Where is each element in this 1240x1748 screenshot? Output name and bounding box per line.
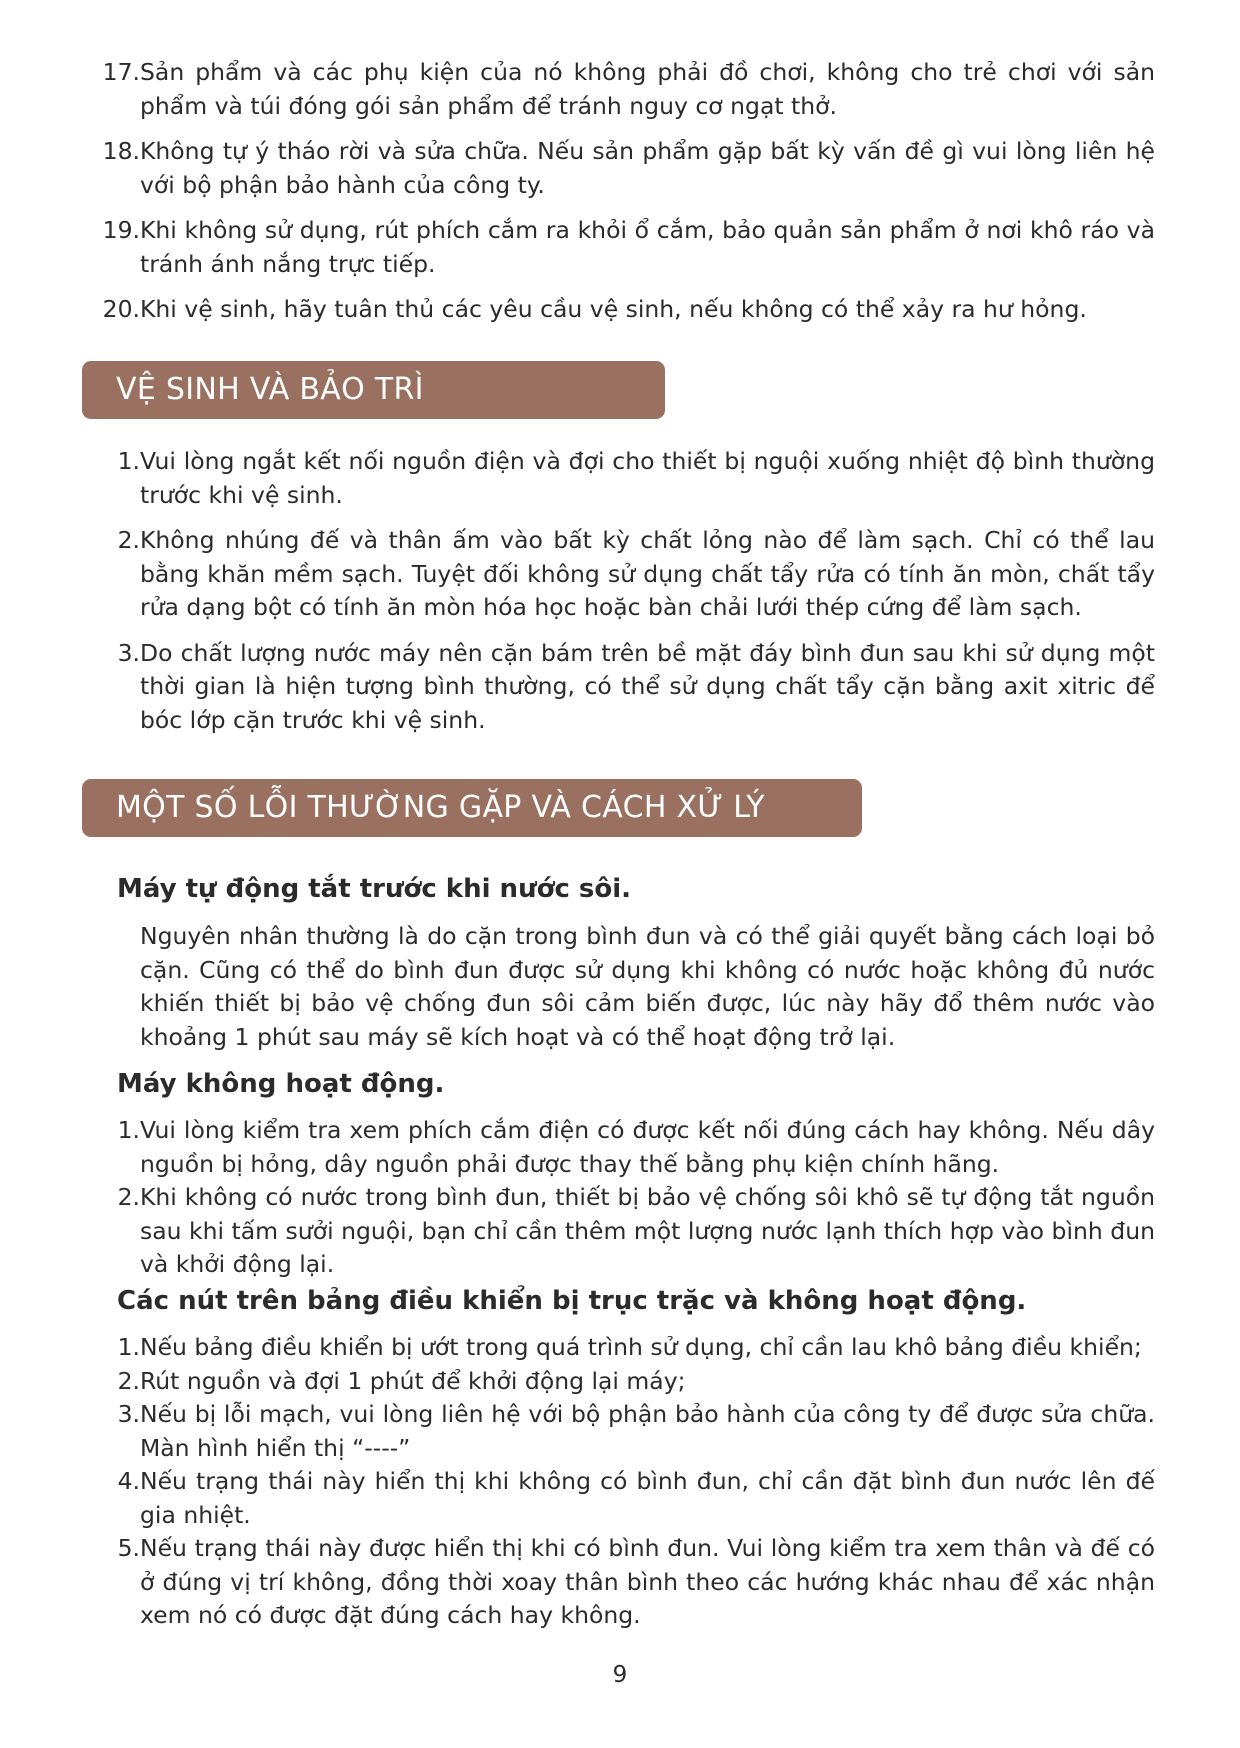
item-number: 18. [102, 137, 140, 165]
item-number: 2. [117, 526, 140, 554]
list-item [0, 637, 1240, 738]
list-item [0, 293, 1240, 327]
safety-list-continued [0, 56, 1240, 339]
item-text: Do chất lượng nước máy nên cặn bám trên bề mặt đáy bình đun sau khi sử dụng một thời gian là hiện tượng bình thường, có thể sử dụng chất tẩy cặn bằng axit xitric để bóc lớp cặn trước khi vệ sinh. [140, 638, 1155, 734]
list-item [0, 1465, 1240, 1532]
item-number: 1. [117, 447, 140, 475]
page-number: 9 [612, 1662, 628, 1688]
item-number: 1. [117, 1116, 140, 1144]
list-item [0, 1181, 1240, 1282]
item-text: Không nhúng đế và thân ấm vào bất kỳ chất lỏng nào để làm sạch. Chỉ có thể lau bằng khăn mềm sạch. Tuyệt đối không sử dụng chất tẩy rửa có tính ăn mòn, chất tẩy rửa dạng bột có tính ăn mòn hóa học hoặc bàn chải lưới thép cứng để làm sạch. [140, 526, 1155, 621]
list-item [0, 1532, 1240, 1633]
buttons-list [0, 1331, 1240, 1633]
not-working-list [0, 1114, 1240, 1282]
item-text: Nếu trạng thái này hiển thị khi không có bình đun, chỉ cần đặt bình đun nước lên đế gia nhiệt. [140, 1467, 1155, 1529]
list-item [0, 1114, 1240, 1181]
item-number: 3. [117, 638, 140, 667]
auto-off-paragraph: Nguyên nhân thường là do cặn trong bình đun và có thể giải quyết bằng cách loại bỏ cặn. Cũng có thể do bình đun được sử dụng khi không có nước hoặc không đủ nước khiến thiết bị bảo vệ chống đun sôi cảm biến được, lúc này hãy đổ thêm nước vào khoảng 1 phút sau máy sẽ kích hoạt và có thể hoạt động trở lại. [140, 922, 1155, 1051]
list-item [0, 56, 1240, 123]
list-item [0, 1331, 1240, 1365]
list-item [0, 135, 1240, 202]
item-number: 19. [102, 216, 140, 244]
item-number: 2. [117, 1183, 140, 1211]
subheading-auto-off: Máy tự động tắt trước khi nước sôi. [117, 874, 632, 904]
item-number: 4. [117, 1467, 140, 1495]
item-text: Rút nguồn và đợi 1 phút để khởi động lại máy; [140, 1366, 686, 1395]
item-number: 2. [117, 1366, 140, 1395]
item-text: Không tự ý tháo rời và sửa chữa. Nếu sản phẩm gặp bất kỳ vấn đề gì vui lòng liên hệ với bộ phận bảo hành của công ty. [140, 137, 1155, 199]
list-item [0, 524, 1240, 625]
item-number: 20. [102, 295, 140, 323]
list-item [0, 1398, 1240, 1465]
cleaning-list [0, 445, 1240, 749]
item-number: 5. [117, 1534, 140, 1562]
item-number: 1. [117, 1333, 140, 1361]
item-text: Nếu trạng thái này được hiển thị khi có bình đun. Vui lòng kiểm tra xem thân và đế có ở đúng vị trí không, đồng thời xoay thân bình theo các hướng khác nhau để xác nhận xem nó có được đặt đúng cách hay không. [140, 1534, 1155, 1629]
item-text: Nếu bảng điều khiển bị ướt trong quá trình sử dụng, chỉ cần lau khô bảng điều khiển; [140, 1333, 1142, 1361]
item-text: Vui lòng kiểm tra xem phích cắm điện có được kết nối đúng cách hay không. Nếu dây nguồn bị hỏng, dây nguồn phải được thay thế bằng phụ kiện chính hãng. [140, 1116, 1155, 1178]
list-item [0, 1365, 1240, 1399]
item-text: Khi không sử dụng, rút phích cắm ra khỏi ổ cắm, bảo quản sản phẩm ở nơi khô ráo và tránh ánh nắng trực tiếp. [140, 216, 1155, 278]
item-text: Sản phẩm và các phụ kiện của nó không phải đồ chơi, không cho trẻ chơi với sản phẩm và túi đóng gói sản phẩm để tránh nguy cơ ngạt thở. [140, 58, 1155, 120]
section-banner-troubleshooting: MỘT SỐ LỖI THƯỜNG GẶP VÀ CÁCH XỬ LÝ [82, 779, 862, 837]
subheading-not-working: Máy không hoạt động. [117, 1069, 445, 1099]
item-number: 17. [102, 58, 140, 86]
item-number: 3. [117, 1400, 140, 1428]
section-banner-cleaning: VỆ SINH VÀ BẢO TRÌ [82, 361, 665, 419]
list-item [0, 445, 1240, 512]
item-text: Khi vệ sinh, hãy tuân thủ các yêu cầu vệ sinh, nếu không có thể xảy ra hư hỏng. [140, 295, 1087, 323]
item-text: Khi không có nước trong bình đun, thiết bị bảo vệ chống sôi khô sẽ tự động tắt nguồn sau khi tấm sưởi nguội, bạn chỉ cần thêm một lượng nước lạnh thích hợp vào bình đun và khởi động lại. [140, 1183, 1155, 1278]
list-item [0, 214, 1240, 281]
item-text: Vui lòng ngắt kết nối nguồn điện và đợi cho thiết bị nguội xuống nhiệt độ bình thường trước khi vệ sinh. [140, 447, 1155, 509]
item-text: Nếu bị lỗi mạch, vui lòng liên hệ với bộ phận bảo hành của công ty để được sửa chữa. Màn hình hiển thị “----” [140, 1400, 1155, 1462]
subheading-buttons: Các nút trên bảng điều khiển bị trục trặc và không hoạt động. [117, 1286, 1027, 1316]
